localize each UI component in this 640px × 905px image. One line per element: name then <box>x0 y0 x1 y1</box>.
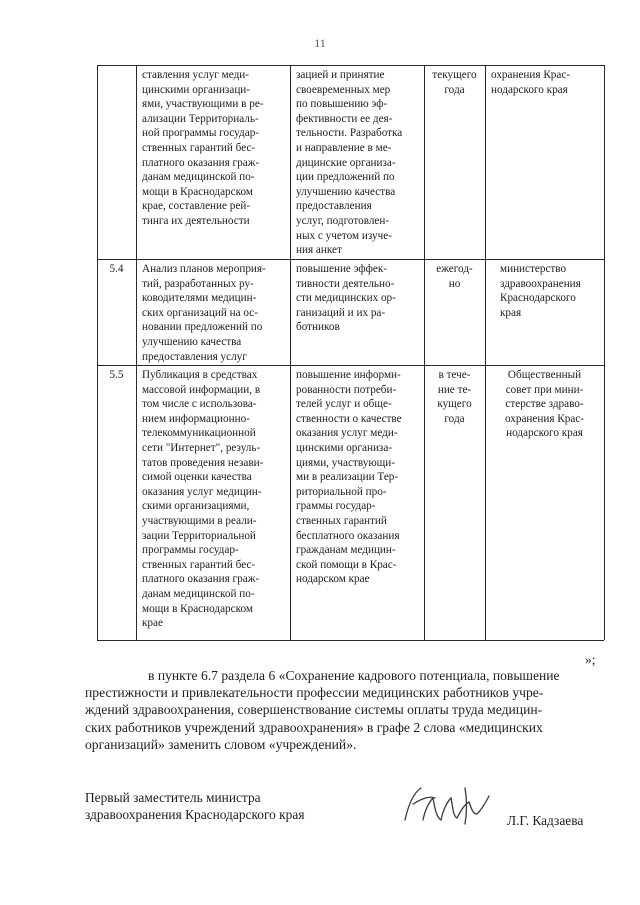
row-result: повышение информи- рованности потреби- телей услуг и обще- ственности о качестве оказания услуг меди- цинскими организа- циями, участвующи- ми в реализации Тер- риториальной про- граммы государ- ственных гарантий бесплатного оказания гражданам медицин- ской помощи в Крас- нодарском крае <box>296 369 402 586</box>
signatory-position: Первый заместитель министра здравоохранения Краснодарского края <box>85 790 305 822</box>
amendment-paragraph: в пункте 6.7 раздела 6 «Сохранение кадрового потенциала, повышение престижности и привлекательности профессии медицинских работников учре- ждений здравоохранения, совершенствование системы оплаты труда медицин- ских работников учреждений здравоохранения» в графе 2 слова «медицинских организаций» заменить словом «учреждений». <box>85 668 560 752</box>
page-number: 11 <box>314 36 326 50</box>
row-number: 5.4 <box>109 263 124 275</box>
row-number: 5.5 <box>109 369 124 381</box>
signatory-name: Л.Г. Кадзаева <box>507 813 584 828</box>
row-responsible: министерство здравоохранения Краснодарского края <box>500 263 581 319</box>
row-activity: Публикация в средствах массовой информации, в том числе с использова- нием информационно- телекоммуникационной сети "Интернет", резуль- татов проведения незави- симой оценки качества оказания услуг медицин- скими организациями, участвующими в реали- зации Территориальной программы государ- ственных гарантий бес- платного оказания граж- данам медицинской по- мощи в Краснодарском крае <box>142 369 264 630</box>
row-activity: ставления услуг меди- цинскими организаци- ями, участвующими в ре- ализации Территориаль- ной программы государ- ственных гарантий бес- платного оказания граж- данам медицинской по- мощи в Краснодарском крае, составление рей- тинга их деятельности <box>142 69 264 227</box>
row-activity: Анализ планов мероприя- тий, разработанных ру- ководителями медицин- ских организаций на ос- новании предложений по улучшению качества предоставления услуг <box>142 263 266 363</box>
row-responsible: Общественный совет при мини- стерстве здраво- охранения Крас- нодарского края <box>504 369 585 440</box>
row-term: ежегод- но <box>436 263 473 290</box>
handwritten-signature <box>395 780 495 832</box>
row-result: повышение эффек- тивности деятельно- сти медицинских ор- ганизаций и их ра- ботников <box>296 263 396 334</box>
row-term: текущего года <box>432 69 477 96</box>
closing-quote-mark: »; <box>585 652 596 667</box>
row-result: зацией и принятие своевременных мер по повышению эф- фективности ее дея- тельности. Разработка и направление в ме- дицинские организа- ции предложений по улучшению качества предоставления услуг, подготовлен- ных с учетом изуче- ния анкет <box>296 69 403 257</box>
row-term: в тече- ние те- кущего года <box>437 369 472 425</box>
row-responsible: охранения Крас- нодарского края <box>491 69 571 96</box>
